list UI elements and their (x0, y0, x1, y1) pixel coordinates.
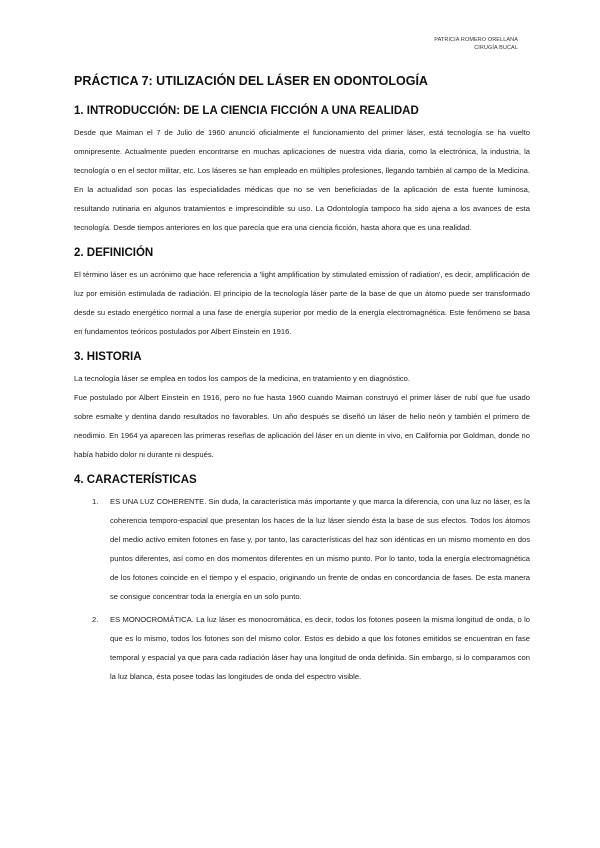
list-item-text: ES UNA LUZ COHERENTE. Sin duda, la característica más importante y que marca la diferencia, con una luz no láser, es la coherencia temporo-espacial que presentan los haces de la luz láser siendo ésta la base de sus efectos. Todos los átomos del medio activo emiten fotones en fase y, por tanto, las características del haz son idénticas en un mismo momento en dos puntos diferentes, así como en dos momentos diferentes en un mismo punto. Por lo tanto, toda la energía electromagnética de los fotones coincide en el tiempo y el espacio, originando un frente de ondas en concordancia de fases. De esta manera se consigue concentrar toda la energía en un solo punto. (110, 497, 530, 601)
list-item (74, 492, 530, 606)
list-item-number: 2. (92, 615, 99, 624)
history-paragraph-2: Fue postulado por Albert Einstein en 1916, pero no fue hasta 1960 cuando Maiman construyó el primer láser de rubí que fue usado sobre esmalte y dentina dando resultados no favorables. Un año después se diseñó un láser de helio neón y también el primero de neodimio. En 1964 ya aparecen las primeras reseñas de aplicación del láser en un diente in vivo, en California por Goldman, donde no había habido dolor ni durante ni después. (74, 393, 530, 459)
document-body (74, 102, 530, 686)
history-paragraph-1: La tecnología láser se emplea en todos los campos de la medicina, en tratamiento y en diagnóstico. (74, 374, 411, 383)
list-item-text: ES MONOCROMÁTICA. La luz láser es monocromática, es decir, todos los fotones poseen la misma longitud de onda, o lo que es lo mismo, todos los fotones son del mismo color. Estos es debido a que los fotones emitidos se encuentran en fase temporal y espacial ya que para cada radiación láser hay una longitud de onda definida. Sin embargo, si lo comparamos con la luz blanca, ésta posee todas las longitudes de onda del espectro visible. (110, 615, 530, 681)
section-history (74, 348, 530, 464)
section-heading-history: 3. HISTORIA (74, 351, 142, 363)
section-heading-introduction: 1. INTRODUCCIÓN: DE LA CIENCIA FICCIÓN A UNA REALIDAD (74, 105, 419, 117)
list-item-number: 1. (92, 497, 99, 506)
header-subject: CIRUGÍA BUCAL (474, 45, 518, 51)
characteristics-list (74, 492, 530, 686)
section-characteristics (74, 471, 530, 686)
page-header (434, 36, 518, 52)
section-heading-definition: 2. DEFINICIÓN (74, 247, 154, 259)
list-item (74, 610, 530, 686)
header-author-name: PATRICIA ROMERO ORELLANA (434, 37, 518, 43)
section-definition (74, 244, 530, 341)
document-title: PRÁCTICA 7: UTILIZACIÓN DEL LÁSER EN ODONTOLOGÍA (74, 74, 428, 88)
section-heading-characteristics: 4. CARACTERÍSTICAS (74, 474, 197, 486)
section-introduction (74, 102, 530, 237)
definition-paragraph: El término láser es un acrónimo que hace referencia a 'light amplification by stimulated emission of radiation', es decir, amplificación de luz por emisión estimulada de radiación. El principio de la tecnología láser parte de la base de que un átomo puede ser transformado desde su estado energético normal a una fase de energía superior por medio de la energía electromagnética. Este fenómeno se basa en fundamentos teóricos postulados por Albert Einstein en 1916. (74, 270, 530, 336)
introduction-paragraph: Desde que Maiman el 7 de Julio de 1960 anunció oficialmente el funcionamiento del primer láser, está tecnología se ha vuelto omnipresente. Actualmente pueden encontrarse en muchas aplicaciones de nuestra vida diaria, como la electrónica, la industria, la tecnología o en el sector militar, etc. Los láseres se han empleado en múltiples profesiones, llegando también al campo de la Medicina. En la actualidad son pocas las especialidades médicas que no se ven beneficiadas de la aplicación de esta fuente luminosa, resultando rutinaria en algunos tratamientos e imprescindible su uso. La Odontología tampoco ha sido ajena a los avances de esta tecnología. Desde tiempos anteriores en los que parecía que era una ciencia ficción, hasta ahora que es una realidad. (74, 128, 530, 232)
